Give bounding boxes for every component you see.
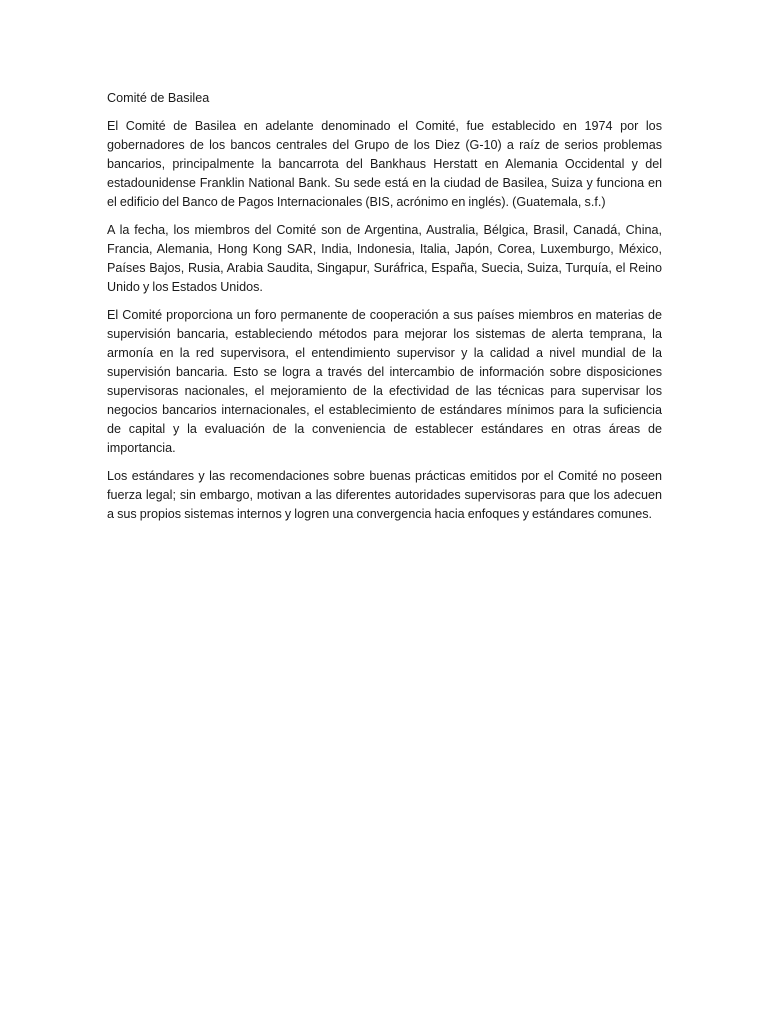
document-body xyxy=(107,89,662,533)
document-title: Comité de Basilea xyxy=(107,91,210,105)
paragraph-purpose: El Comité proporciona un foro permanente de cooperación a sus países miembros en materias de supervisión bancaria, estableciendo métodos para mejorar los sistemas de alerta temprana, la armonía en la red supervisora, el entendimiento supervisor y la calidad a nivel mundial de la supervisión bancaria. Esto se logra a través del intercambio de información sobre disposiciones supervisoras nacionales, el mejoramiento de la efectividad de las técnicas para supervisar los negocios bancarios internacionales, el establecimiento de estándares mínimos para la suficiencia de capital y la evaluación de la conveniencia de establecer estándares en otras áreas de importancia. xyxy=(107,308,662,455)
paragraph-standards: Los estándares y las recomendaciones sobre buenas prácticas emitidos por el Comité no poseen fuerza legal; sin embargo, motivan a las diferentes autoridades supervisoras para que los adecuen a sus propios sistemas internos y logren una convergencia hacia enfoques y estándares comunes. xyxy=(107,469,662,521)
paragraph-members: A la fecha, los miembros del Comité son de Argentina, Australia, Bélgica, Brasil, Canadá, China, Francia, Alemania, Hong Kong SAR, India, Indonesia, Italia, Japón, Corea, Luxemburgo, México, Países Bajos, Rusia, Arabia Saudita, Singapur, Suráfrica, España, Suecia, Suiza, Turquía, el Reino Unido y los Estados Unidos. xyxy=(107,223,662,294)
paragraph-founding: El Comité de Basilea en adelante denominado el Comité, fue establecido en 1974 por los gobernadores de los bancos centrales del Grupo de los Diez (G-10) a raíz de serios problemas bancarios, principalmente la bancarrota del Bankhaus Herstatt en Alemania Occidental y del estadounidense Franklin National Bank. Su sede está en la ciudad de Basilea, Suiza y funciona en el edificio del Banco de Pagos Internacionales (BIS, acrónimo en inglés). (Guatemala, s.f.) xyxy=(107,119,662,209)
